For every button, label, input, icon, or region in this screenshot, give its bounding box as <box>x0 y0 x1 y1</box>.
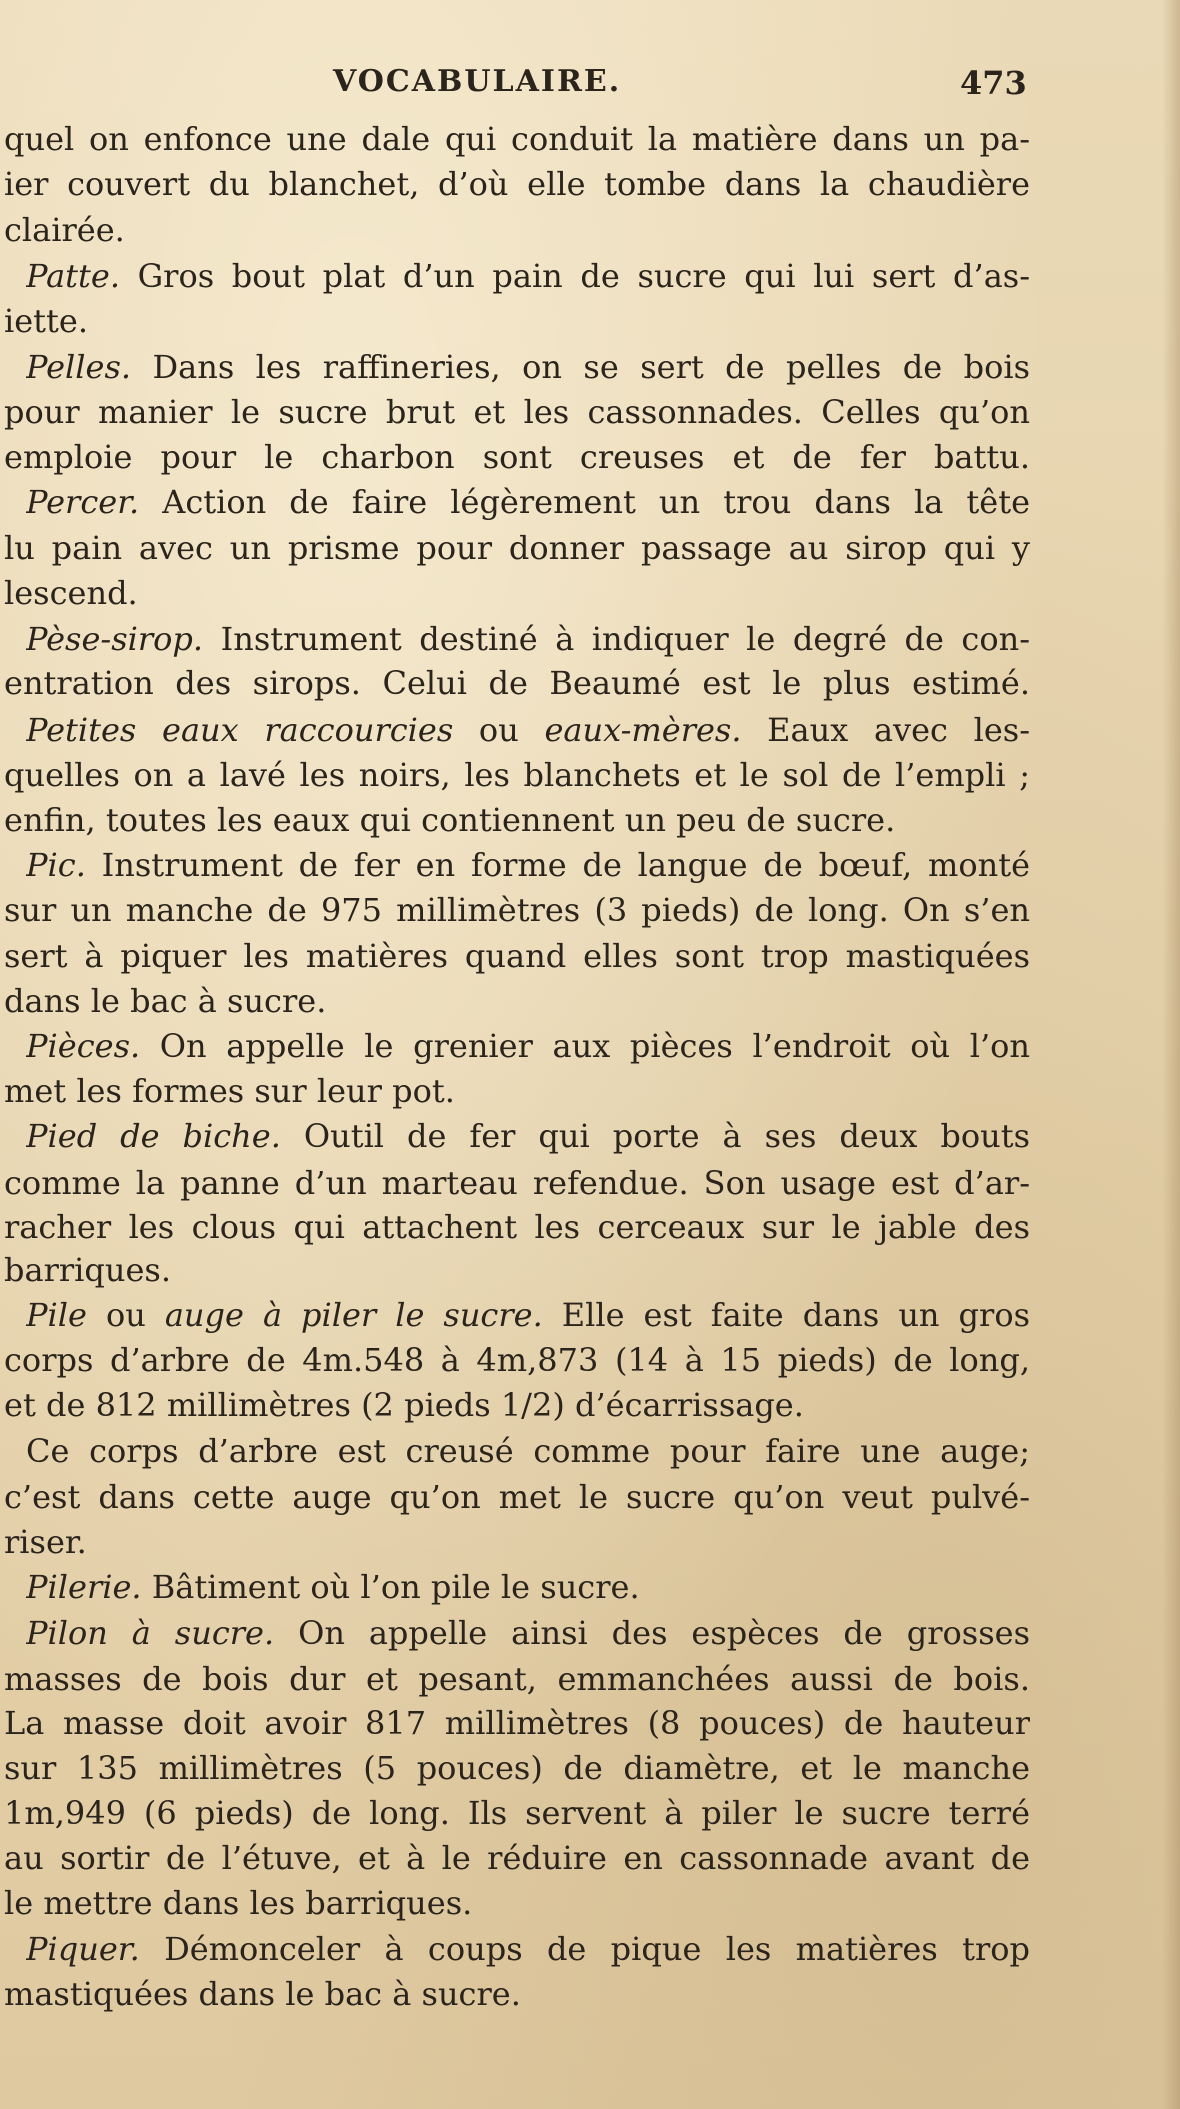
text-line <box>4 572 1030 614</box>
entry-text: sur un manche de 975 millimètres (3 pieds) de long. On s’en <box>4 891 1030 929</box>
entry-text: ier couvert du blanchet, d’où elle tombe dans la chaudière <box>4 165 1030 203</box>
text-line <box>4 1206 1030 1248</box>
text-line <box>4 1339 1030 1381</box>
entry-text: mastiquées dans le bac à sucre. <box>4 1975 521 2013</box>
entry-text: Instrument destiné à indiquer le degré de con- <box>203 620 1030 658</box>
entry-text: au sortir de l’étuve, et à le réduire en cassonnade avant de <box>4 1839 1030 1877</box>
entry-text: clairée. <box>4 211 125 249</box>
text-line <box>4 391 1030 433</box>
entry-text: On appelle le grenier aux pièces l’endroit où l’on <box>140 1027 1030 1065</box>
text-line <box>4 935 1030 977</box>
text-line <box>4 1521 1030 1563</box>
text-line <box>4 436 1030 478</box>
entry-text: Dans les raffineries, on se sert de pelles de bois <box>131 348 1030 386</box>
text-line <box>26 1928 1030 1970</box>
entry-text: c’est dans cette auge qu’on met le sucre qu’on veut pulvé- <box>4 1478 1030 1516</box>
entry-text: Bâtiment où l’on pile le sucre. <box>141 1568 640 1606</box>
text-line <box>4 754 1030 796</box>
text-line <box>4 209 1030 251</box>
entry-text: Démonceler à coups de pique les matières trop <box>139 1930 1030 1968</box>
entry-text: enfin, toutes les eaux qui contiennent un peu de sucre. <box>4 801 896 839</box>
page-header <box>0 64 1180 114</box>
entry-text: iette. <box>4 302 88 340</box>
entry-text: Eaux avec les- <box>741 711 1030 749</box>
entry-text: quelles on a lavé les noirs, les blanchets et le sol de l’empli ; <box>4 756 1030 794</box>
entry-term: Pèse-sirop. <box>26 620 204 658</box>
text-line <box>26 1025 1030 1067</box>
text-line <box>4 1658 1030 1700</box>
text-line <box>26 346 1030 388</box>
entry-term: Pilon à sucre. <box>26 1614 275 1652</box>
entry-term: Pilerie. <box>26 1568 142 1606</box>
entry-text: et de 812 millimètres (2 pieds 1/2) d’écarrissage. <box>4 1386 804 1424</box>
entry-text: sur 135 millimètres (5 pouces) de diamètre, et le manche <box>4 1749 1030 1787</box>
entry-text: Outil de fer qui porte à ses deux bouts <box>280 1117 1030 1155</box>
text-line <box>4 1384 1030 1426</box>
entry-text: ou <box>86 1296 165 1334</box>
running-title: VOCABULAIRE. <box>333 64 622 99</box>
entry-term: Pile <box>26 1296 87 1334</box>
text-line <box>26 844 1030 886</box>
entry-text: racher les clous qui attachent les cerceaux sur le jable des <box>4 1208 1030 1246</box>
entry-text: le mettre dans les barriques. <box>4 1884 473 1922</box>
text-line <box>4 980 1030 1022</box>
text-line <box>4 1476 1030 1518</box>
entry-text: La masse doit avoir 817 millimètres (8 pouces) de hauteur <box>4 1704 1030 1742</box>
text-line <box>4 118 1030 160</box>
entry-text: Elle est faite dans un gros <box>542 1296 1030 1334</box>
entry-term: Pic. <box>26 846 86 884</box>
text-line <box>26 1566 1030 1608</box>
text-line <box>4 1882 1030 1924</box>
text-line <box>26 1612 1030 1654</box>
entry-term: Patte. <box>26 257 120 295</box>
entry-text: pour manier le sucre brut et les cassonnades. Celles qu’on <box>4 393 1030 431</box>
entry-text: ou <box>453 711 545 749</box>
text-line <box>26 709 1030 751</box>
text-line <box>26 1294 1030 1336</box>
text-line <box>4 799 1030 841</box>
entry-text: 1m,949 (6 pieds) de long. Ils servent à piler le sucre terré <box>4 1794 1030 1832</box>
entry-text: dans le bac à sucre. <box>4 982 327 1020</box>
entry-text: On appelle ainsi des espèces de grosses <box>274 1614 1030 1652</box>
text-line <box>4 1249 1030 1291</box>
text-line <box>4 889 1030 931</box>
text-line <box>26 481 1030 523</box>
entry-text: Action de faire légèrement un trou dans la tête <box>139 483 1030 521</box>
text-line <box>4 1162 1030 1204</box>
text-line <box>26 618 1030 660</box>
text-line <box>4 163 1030 205</box>
entry-text: Ce corps d’arbre est creusé comme pour faire une auge; <box>26 1432 1030 1470</box>
text-line <box>4 662 1030 704</box>
entry-text: lescend. <box>4 574 138 612</box>
text-line <box>26 1430 1030 1472</box>
entry-text: quel on enfonce une dale qui conduit la matière dans un pa- <box>4 120 1030 158</box>
text-line <box>4 527 1030 569</box>
entry-text: entration des sirops. Celui de Beaumé est le plus estimé. <box>4 664 1030 702</box>
entry-term: Pied de biche. <box>26 1117 281 1155</box>
entry-text: sert à piquer les matières quand elles sont trop mastiquées <box>4 937 1030 975</box>
entry-text: comme la panne d’un marteau refendue. Son usage est d’ar- <box>4 1164 1030 1202</box>
text-line <box>4 300 1030 342</box>
entry-term: eaux-mères. <box>544 711 742 749</box>
entry-text: lu pain avec un prisme pour donner passage au sirop qui y <box>4 529 1030 567</box>
text-line <box>4 1837 1030 1879</box>
text-line <box>4 1747 1030 1789</box>
entry-text: masses de bois dur et pesant, emmanchées aussi de bois. <box>4 1660 1030 1698</box>
text-line <box>4 1973 1030 2015</box>
entry-text: emploie pour le charbon sont creuses et de fer battu. <box>4 438 1030 476</box>
entry-text: Gros bout plat d’un pain de sucre qui lui sert d’as- <box>120 257 1030 295</box>
text-line <box>4 1070 1030 1112</box>
entry-term: auge à piler le sucre. <box>164 1296 543 1334</box>
entry-text: riser. <box>4 1523 87 1561</box>
text-line <box>4 1792 1030 1834</box>
entry-text: Instrument de fer en forme de langue de bœuf, monté <box>85 846 1030 884</box>
entry-term: Pièces. <box>26 1027 141 1065</box>
entry-text: barriques. <box>4 1251 172 1289</box>
page-number: 473 <box>960 64 1027 102</box>
entry-term: Petites eaux raccourcies <box>26 711 454 749</box>
entry-term: Piquer. <box>26 1930 140 1968</box>
text-line <box>26 1115 1030 1157</box>
text-line <box>4 1702 1030 1744</box>
entry-term: Percer. <box>26 483 140 521</box>
entry-text: met les formes sur leur pot. <box>4 1072 455 1110</box>
entry-text: corps d’arbre de 4m.548 à 4m,873 (14 à 15 pieds) de long, <box>4 1341 1030 1379</box>
page-edge-shadow <box>1162 0 1180 2109</box>
text-line <box>26 255 1030 297</box>
entry-term: Pelles. <box>26 348 132 386</box>
